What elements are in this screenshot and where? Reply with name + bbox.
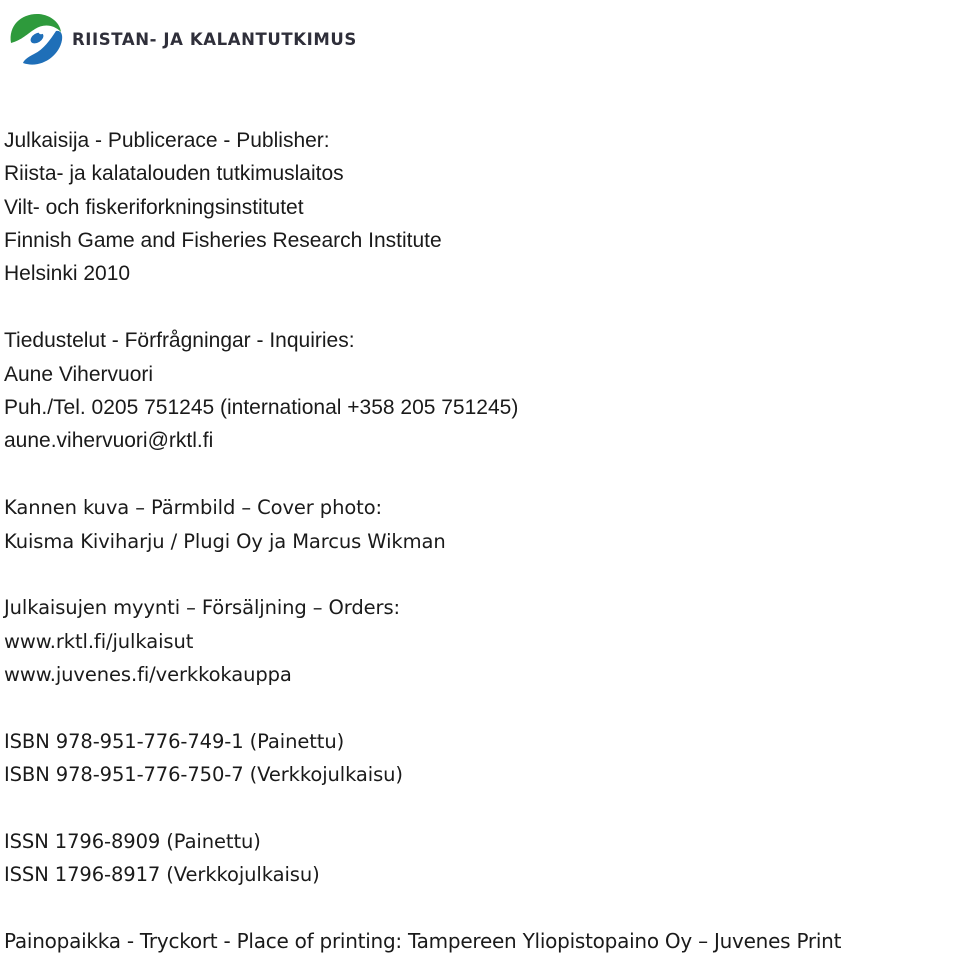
cover-credit: Kuisma Kiviharju / Plugi Oy ja Marcus Wikman	[4, 530, 446, 553]
publisher-line: Riista- ja kalatalouden tutkimuslaitos	[4, 162, 344, 185]
contact-phone: Puh./Tel. 0205 751245 (international +358 205 751245)	[4, 396, 519, 419]
publisher-line: Vilt- och fiskeriforkningsinstitutet	[4, 196, 304, 219]
fish-and-leaf-logo-icon	[6, 9, 64, 69]
publisher-header	[6, 8, 357, 70]
issn-print: ISSN 1796-8909 (Painettu)	[4, 830, 261, 853]
contact-email[interactable]: aune.vihervuori@rktl.fi	[4, 429, 214, 452]
publisher-heading: Julkaisija - Publicerace - Publisher:	[4, 129, 330, 152]
isbn-online: ISBN 978-951-776-750-7 (Verkkojulkaisu)	[4, 763, 403, 786]
publisher-line: Finnish Game and Fisheries Research Institute	[4, 229, 442, 252]
contact-name: Aune Vihervuori	[4, 363, 154, 386]
orders-heading: Julkaisujen myynti – Försäljning – Orders:	[4, 596, 400, 619]
publisher-line: Helsinki 2010	[4, 262, 131, 285]
printing-place: Painopaikka - Tryckort - Place of printing: Tampereen Yliopistopaino Oy – Juvenes Print	[4, 929, 842, 953]
inquiries-heading: Tiedustelut - Förfrågningar - Inquiries:	[4, 329, 355, 352]
brand-name: RIISTAN- JA KALANTUTKIMUS	[72, 29, 357, 49]
issn-online: ISSN 1796-8917 (Verkkojulkaisu)	[4, 863, 320, 886]
isbn-print: ISBN 978-951-776-749-1 (Painettu)	[4, 730, 345, 753]
order-link[interactable]: www.rktl.fi/julkaisut	[4, 630, 194, 653]
cover-heading: Kannen kuva – Pärmbild – Cover photo:	[4, 496, 383, 519]
order-link[interactable]: www.juvenes.fi/verkkokauppa	[4, 663, 292, 686]
